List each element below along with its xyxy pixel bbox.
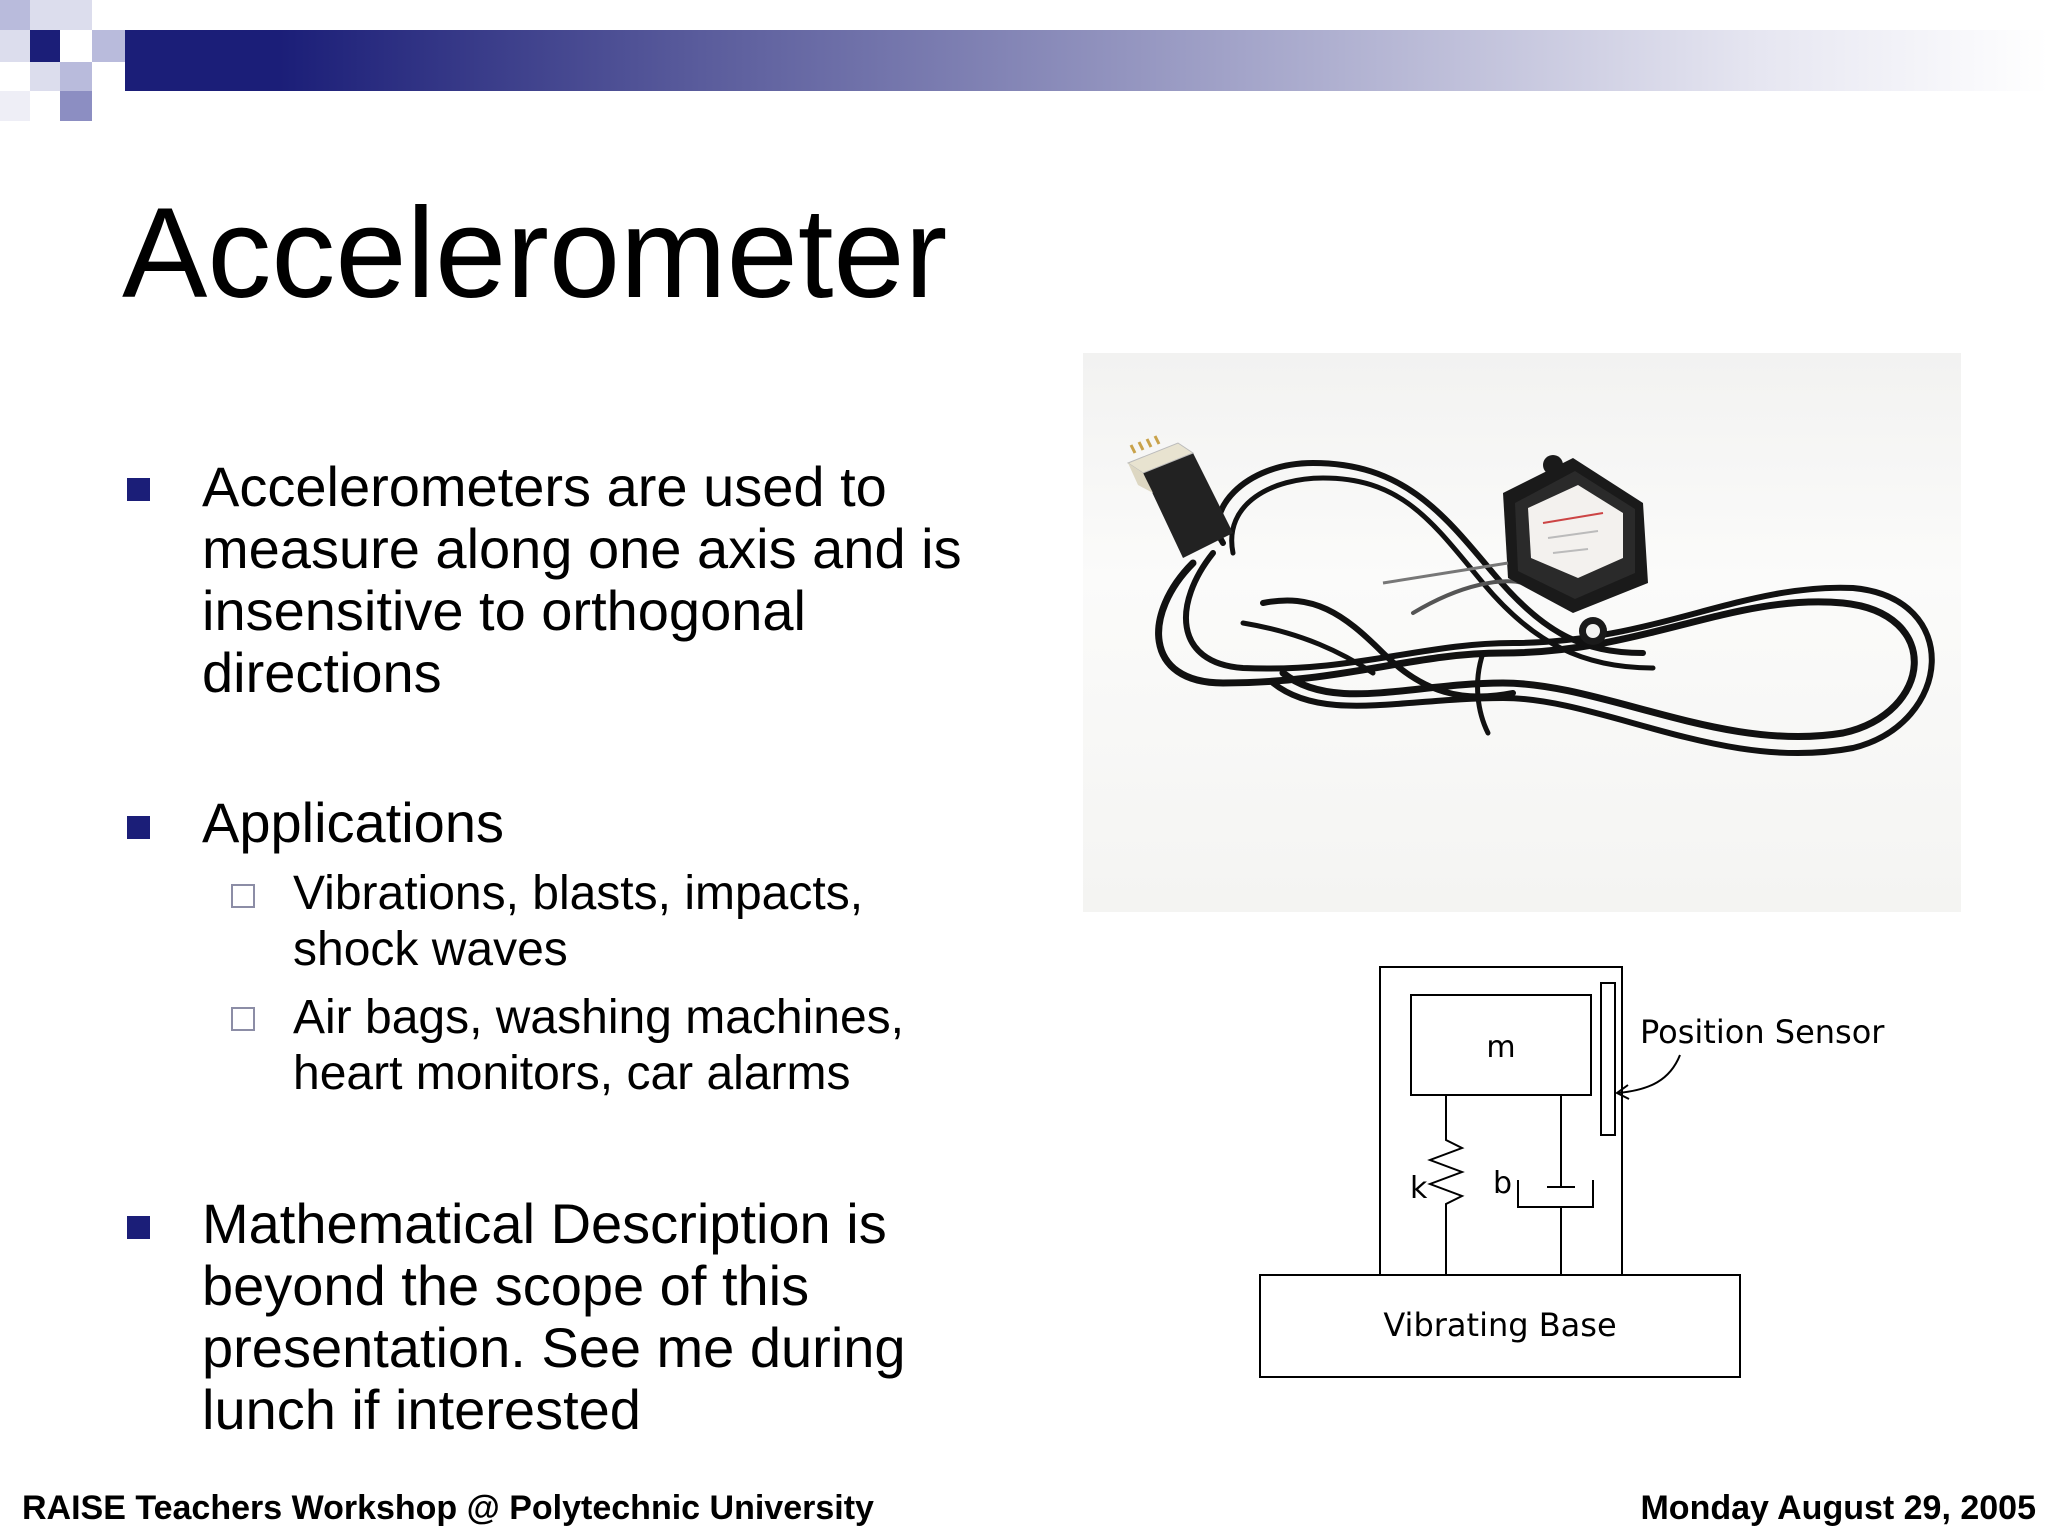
deco-square (0, 0, 30, 30)
deco-square (30, 30, 60, 62)
bullet-square-icon (127, 478, 150, 501)
bullet-line: measure along one axis and is (202, 517, 962, 580)
accelerometer-photo (1083, 353, 1961, 912)
bullet-square-icon (127, 816, 150, 839)
bullet-line: Applications (202, 791, 504, 854)
bullet-line: beyond the scope of this (202, 1254, 810, 1317)
sub-bullet-line: heart monitors, car alarms (293, 1047, 851, 1100)
sub-bullet-box-icon (231, 1007, 255, 1031)
position-sensor-strip (1601, 983, 1615, 1135)
bullet-line: Accelerometers are used to (202, 455, 887, 518)
header-gradient-band (125, 30, 2048, 91)
bullet-line: presentation. See me during (202, 1316, 906, 1379)
mass-label: m (1486, 1030, 1516, 1065)
spring (1430, 1095, 1462, 1275)
damper-label: b (1493, 1166, 1513, 1201)
sensor-arrow (1618, 1055, 1680, 1093)
slide-title: Accelerometer (122, 182, 948, 325)
deco-square (60, 91, 92, 121)
sub-bullet-line: shock waves (293, 923, 568, 976)
spring-label: k (1410, 1171, 1428, 1206)
deco-square (30, 62, 60, 91)
deco-square (92, 0, 125, 30)
sub-bullet-box-icon (231, 884, 255, 908)
housing-outline (1380, 967, 1622, 1275)
deco-square (0, 91, 30, 121)
mass-spring-damper-diagram (1250, 955, 1940, 1395)
bullet-line: lunch if interested (202, 1378, 641, 1441)
vibrating-base-label: Vibrating Base (1383, 1306, 1617, 1344)
deco-square (92, 30, 125, 62)
position-sensor-label: Position Sensor (1640, 1013, 1885, 1051)
deco-square (60, 30, 92, 62)
sub-bullet-line: Vibrations, blasts, impacts, (293, 867, 864, 920)
sub-bullet-line: Air bags, washing machines, (293, 991, 904, 1044)
footer-right: Monday August 29, 2005 (1640, 1489, 2036, 1527)
bullet-line: Mathematical Description is (202, 1192, 887, 1255)
deco-square (0, 30, 30, 62)
bullet-line: insensitive to orthogonal (202, 579, 806, 642)
bullet-line: directions (202, 641, 442, 704)
accelerometer-photo-illustration (1083, 353, 1961, 912)
footer-left: RAISE Teachers Workshop @ Polytechnic University (22, 1489, 874, 1527)
deco-square (60, 62, 92, 91)
deco-square (0, 62, 30, 91)
deco-square (30, 0, 92, 30)
bullet-square-icon (127, 1216, 150, 1239)
damper-cylinder (1518, 1180, 1593, 1207)
